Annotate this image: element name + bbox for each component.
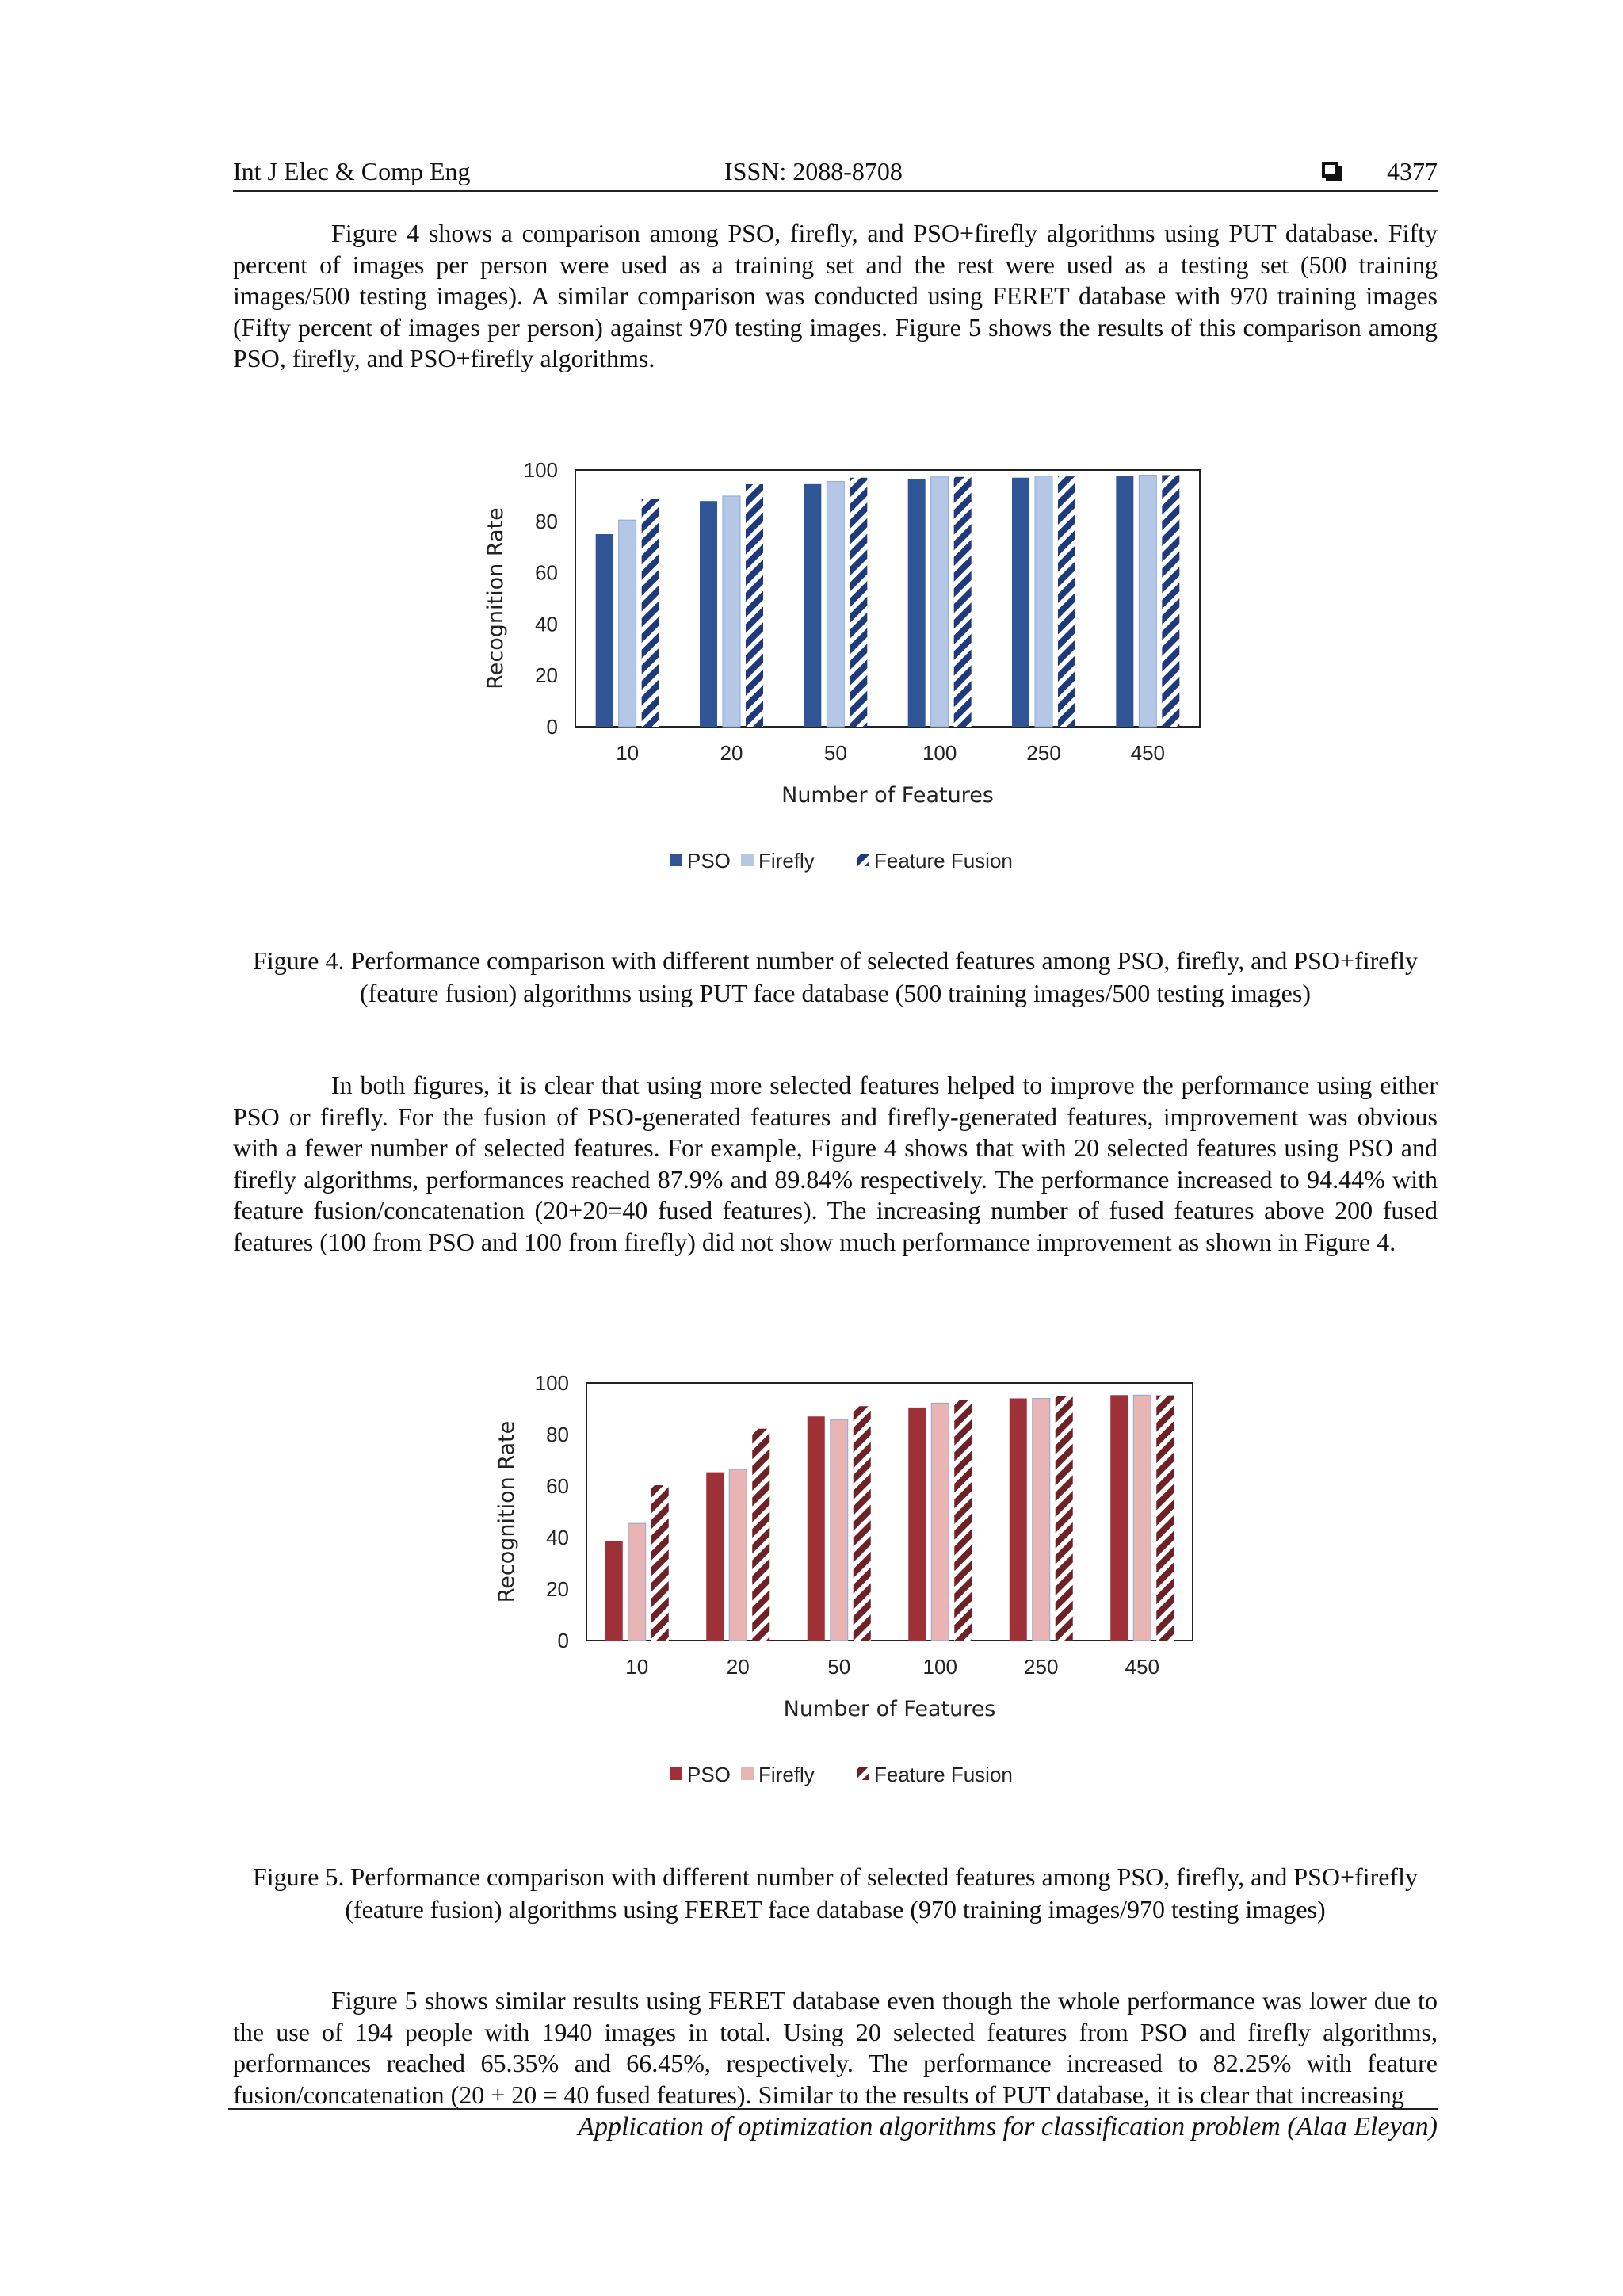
bar-pso	[908, 479, 926, 727]
figure-4-caption: Figure 4. Performance comparison with different number of selected features among PSO, firefly, and PSO+firefly (feature fusion) algorithms using PUT face database (500 training images/500 testing images)	[252, 946, 1419, 1007]
y-axis-label: Recognition Rate	[495, 1420, 519, 1603]
figure-5-chart	[0, 1371, 1623, 1815]
bar-feature-fusion	[954, 1400, 972, 1641]
bar-firefly	[1033, 1399, 1050, 1641]
bar-pso	[1116, 476, 1133, 727]
x-tick-label: 100	[922, 741, 957, 765]
legend-swatch	[857, 1767, 869, 1780]
y-tick-label: 60	[546, 1474, 569, 1498]
paragraph-feret: Figure 5 shows similar results using FERET database even though the whole performance was lower due to the use of 194 people with 1940 images in total. Using 20 selected features from PSO and firefly algorithms, performances reached 65.35% and 66.45%, respectively. The performance increased to 82.25% with feature fusion/concatenation (20 + 20 = 40 fused features). Similar to the results of PUT database, it is clear that increasing	[233, 1986, 1438, 2109]
bar-feature-fusion	[752, 1429, 769, 1641]
journal-name: Int J Elec & Comp Eng	[233, 157, 471, 185]
bar-feature-fusion	[954, 477, 972, 727]
legend-swatch	[670, 854, 682, 866]
bar-firefly	[931, 477, 949, 727]
x-axis-label: Number of Features	[783, 1697, 996, 1721]
x-tick-label: 450	[1130, 741, 1166, 765]
x-tick-label: 10	[616, 741, 640, 765]
figure-4-svg	[0, 460, 1623, 904]
bar-feature-fusion	[1058, 476, 1075, 727]
bar-pso	[596, 534, 613, 727]
y-tick-label: 40	[546, 1526, 569, 1549]
bar-pso	[804, 484, 821, 727]
bar-feature-fusion	[1056, 1396, 1073, 1641]
bar-pso	[1110, 1395, 1128, 1641]
y-tick-label: 0	[546, 715, 558, 739]
bar-pso	[808, 1416, 825, 1641]
bar-firefly	[831, 1419, 848, 1641]
bar-firefly	[619, 520, 636, 727]
box-icon	[1322, 162, 1338, 178]
plot-area	[575, 470, 1200, 727]
bar-feature-fusion	[746, 484, 763, 727]
y-tick-label: 20	[546, 1577, 569, 1601]
legend-swatch	[857, 854, 869, 866]
paragraph-discussion: In both figures, it is clear that using more selected features helped to improve the performance using either PSO or firefly. For the fusion of PSO-generated features and firefly-generated features, improvement was obvious with a fewer number of selected features. For example, Figure 4 shows that with 20 selected features using PSO and firefly algorithms, performances reached 87.9% and 89.84% respectively. The performance increased to 94.44% with feature fusion/concatenation (20+20=40 fused features). The increasing number of fused features above 200 fused features (100 from PSO and 100 from firefly) did not show much performance improvement as shown in Figure 4.	[233, 1071, 1438, 1256]
legend-label: Firefly	[758, 1763, 815, 1786]
y-tick-label: 100	[523, 458, 558, 482]
bar-pso	[605, 1541, 623, 1641]
bar-pso	[1012, 478, 1029, 727]
page-footer: Application of optimization algorithms for classification problem (Alaa Eleyan)	[578, 2112, 1438, 2141]
figure-5-svg	[0, 1371, 1623, 1815]
bar-firefly	[827, 482, 844, 727]
y-tick-label: 40	[535, 612, 558, 636]
legend-swatch	[741, 854, 754, 866]
x-tick-label: 10	[625, 1655, 649, 1679]
legend-label: PSO	[687, 849, 731, 873]
bar-firefly	[628, 1523, 646, 1641]
figure-5-caption: Figure 5. Performance comparison with different number of selected features among PSO, firefly, and PSO+firefly (feature fusion) algorithms using FERET face database (970 training images/970 testing images)	[252, 1862, 1419, 1924]
bar-pso	[1010, 1399, 1027, 1641]
x-tick-label: 20	[720, 741, 743, 765]
page-header	[233, 154, 1438, 192]
bar-pso	[908, 1408, 926, 1641]
y-tick-label: 80	[535, 509, 558, 533]
legend-label: Firefly	[758, 849, 815, 873]
legend-label: PSO	[687, 1763, 731, 1786]
y-tick-label: 60	[535, 560, 558, 585]
figure-4-chart	[0, 460, 1623, 904]
issn: ISSN: 2088-8708	[724, 157, 903, 185]
bar-feature-fusion	[1162, 475, 1179, 727]
bar-pso	[700, 501, 717, 727]
bar-feature-fusion	[854, 1406, 871, 1641]
y-tick-label: 100	[534, 1371, 569, 1395]
bar-feature-fusion	[850, 478, 867, 727]
bar-feature-fusion	[1156, 1396, 1174, 1641]
x-tick-label: 250	[1024, 1655, 1059, 1679]
bar-firefly	[723, 496, 740, 727]
page-number: 4377	[1387, 157, 1438, 185]
bar-feature-fusion	[642, 499, 659, 727]
legend-label: Feature Fusion	[874, 1763, 1013, 1786]
legend-swatch	[741, 1767, 754, 1780]
footer-rule	[228, 2108, 1438, 2110]
x-tick-label: 50	[823, 741, 847, 765]
x-axis-label: Number of Features	[781, 783, 994, 808]
x-tick-label: 50	[827, 1655, 851, 1679]
x-tick-label: 450	[1125, 1655, 1159, 1679]
y-tick-label: 80	[546, 1423, 569, 1446]
plot-area	[586, 1383, 1193, 1641]
y-tick-label: 0	[557, 1629, 569, 1652]
bar-pso	[706, 1473, 724, 1641]
y-tick-label: 20	[535, 663, 558, 688]
legend-label: Feature Fusion	[874, 849, 1013, 873]
x-tick-label: 100	[922, 1655, 957, 1679]
paragraph-intro: Figure 4 shows a comparison among PSO, firefly, and PSO+firefly algorithms using PUT database. Fifty percent of images per person were used as a training set and the rest were used as a testing set (500 training images/500 testing images). A similar comparison was conducted using FERET database with 970 training images (Fifty percent of images per person) against 970 testing images. Figure 5 shows the results of this comparison among PSO, firefly, and PSO+firefly algorithms.	[233, 219, 1438, 372]
bar-firefly	[931, 1403, 949, 1641]
x-tick-label: 250	[1026, 741, 1061, 765]
bar-firefly	[1133, 1395, 1151, 1641]
legend-swatch	[670, 1767, 682, 1780]
bar-firefly	[1035, 476, 1052, 727]
x-tick-label: 20	[726, 1655, 750, 1679]
y-axis-label: Recognition Rate	[483, 507, 508, 690]
bar-firefly	[1139, 475, 1156, 727]
bar-firefly	[729, 1469, 747, 1641]
bar-feature-fusion	[651, 1485, 669, 1641]
